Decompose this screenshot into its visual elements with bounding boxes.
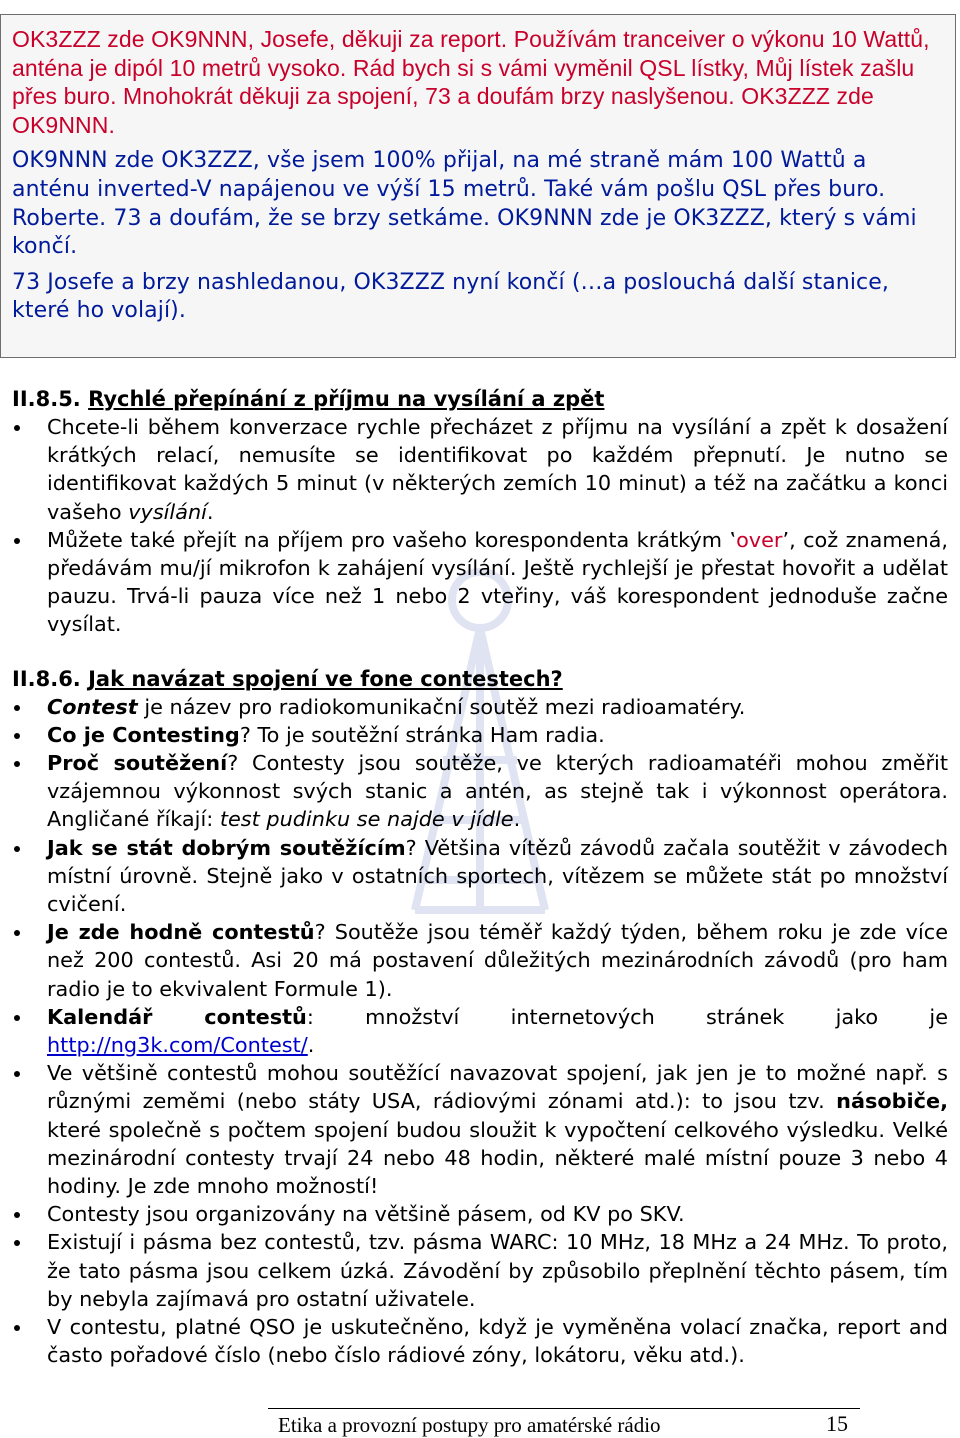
item-italic: test pudinku se najde v jídle <box>219 807 514 832</box>
dialog-paragraph-2: OK9NNN zde OK3ZZZ, vše jsem 100% přijal, na mé straně mám 100 Wattů a anténu inverted-V napájenou ve výší 15 metrů. Také vám pošlu QSL přes buro. Roberte. 73 a doufám, že se brzy setkáme. OK9NNN zde je OK3ZZZ, který s vámi končí. <box>12 148 917 260</box>
item-term: Jak se stát dobrým soutěžícím <box>47 835 406 860</box>
section-heading-886 <box>12 665 948 693</box>
bullet-icon <box>14 425 20 431</box>
item-highlight: over <box>736 527 783 552</box>
list-item <box>12 413 948 526</box>
bullet-icon <box>14 705 20 711</box>
page-content <box>12 385 948 1370</box>
item-text: ? To je soutěžní stránka Ham radia. <box>239 722 605 747</box>
bullet-icon <box>14 1071 20 1077</box>
item-text: ? Většina vítězů závodů začala soutěžit v závodech místní úrovně. Stejně jako v ostatních sportech, vítězem se můžete stát po množství cvičení. <box>47 835 948 917</box>
section-number: II.8.6. <box>12 666 81 691</box>
section-heading-885 <box>12 385 948 413</box>
qso-dialog-box <box>0 14 956 358</box>
item-term: Contest <box>47 694 138 719</box>
section-title: Rychlé přepínání z příjmu na vysílání a zpět <box>88 387 605 411</box>
section-number: II.8.5. <box>12 387 81 411</box>
bullet-list <box>12 413 948 639</box>
section-title: Jak navázat spojení ve fone contestech? <box>88 666 563 691</box>
footer-divider <box>268 1408 860 1409</box>
list-item <box>12 526 948 639</box>
item-text: Contesty jsou organizovány na většině pásem, od KV po SKV. <box>47 1202 685 1227</box>
page-number: 15 <box>826 1411 848 1436</box>
contest-calendar-link[interactable]: http://ng3k.com/Contest/ <box>47 1033 308 1058</box>
item-text: Chcete-li během konverzace rychle přecházet z příjmu na vysílání a zpět k dosažení krátkých relací, nemusíte se identifikovat po každém přepnutí. Je nutno se identifikovat každých 5 minut (v některých zemích 10 minut) a též na začátku a konci vašeho <box>47 415 948 524</box>
item-text: Ve většině contestů mohou soutěžící navazovat spojení, jak jen je to možné např. s různými zeměmi (nebo státy USA, rádiovými zónami atd.): to jsou tzv. <box>47 1061 948 1114</box>
bullet-icon <box>14 1325 20 1331</box>
list-item <box>12 693 948 721</box>
item-text: V contestu, platné QSO je uskutečněno, když je vyměněna volací značka, report and často pořadové číslo (nebo číslo rádiové zóny, lokátoru, věku atd.). <box>47 1315 948 1368</box>
item-text-end: . <box>206 499 214 524</box>
item-text: ? Soutěže jsou téměř každý týden, během roku je zde více než 200 contestů. Asi 20 má postavení důležitých mezinárodních závodů (pro ham radio je to ekvivalent Formule 1). <box>47 920 948 1001</box>
item-text: je název pro radiokomunikační soutěž mezi radioamatéry. <box>137 694 746 719</box>
bullet-icon <box>14 846 20 852</box>
list-item <box>12 1059 948 1200</box>
item-text-end: ’, což znamená, předávám mu/jí mikrofon k zahájení vysílání. Ještě rychlejší je přestat hovořit a udělat pauzu. Trvá-li pauza více než 1 nebo 2 vteřiny, váš korespondent jednoduše začne vysílat. <box>47 527 948 637</box>
footer-title: Etika a provozní postupy pro amatérské rádio <box>278 1413 661 1437</box>
list-item <box>12 834 948 919</box>
list-item <box>12 749 948 834</box>
bullet-icon <box>14 1240 20 1246</box>
item-text-end: . <box>513 807 521 832</box>
bullet-icon <box>14 930 20 936</box>
item-text: Existují i pásma bez contestů, tzv. pásma WARC: 10 MHz, 18 MHz a 24 MHz. To proto, že tato pásma jsou celkem úzká. Závodění by způsobilo přeplnění těchto pásem, tím by nebyla zajímavá pro ostatní uživatele. <box>47 1230 948 1311</box>
list-item <box>12 1200 948 1228</box>
dialog-paragraph-1: OK3ZZZ zde OK9NNN, Josefe, děkuji za report. Používám tranceiver o výkonu 10 Wattů, anténa je dipól 10 metrů vysoko. Rád bych si s vámi vyměnil QSL lístky, Můj lístek zašlu přes buro. Mnohokrát děkuji za spojení, 73 a doufám brzy naslyšenou. OK3ZZZ zde OK9NNN. <box>12 26 930 138</box>
item-term: Proč soutěžení <box>47 751 228 776</box>
bullet-list <box>12 693 948 1370</box>
item-text: : množství internetových stránek jako je <box>306 1004 948 1029</box>
list-item <box>12 918 948 1003</box>
list-item <box>12 721 948 749</box>
list-item <box>12 1313 948 1369</box>
bullet-icon <box>14 733 20 739</box>
dialog-paragraph-3: 73 Josefe a brzy nashledanou, OK3ZZZ nyní končí (…a poslouchá další stanice, které ho volají). <box>12 269 889 324</box>
list-item <box>12 1003 948 1059</box>
list-item <box>12 1228 948 1313</box>
bullet-icon <box>14 1212 20 1218</box>
bullet-icon <box>14 538 20 544</box>
bullet-icon <box>14 1015 20 1021</box>
item-text-end: které společně s počtem spojení budou sloužit k vypočtení celkového výsledku. Velké mezinárodní contesty trvají 24 nebo 48 hodin, některé malé místní pouze 3 nebo 4 hodiny. Je zde mnoho možností! <box>47 1117 948 1199</box>
item-text: Můžete také přejít na příjem pro vašeho korespondenta krátkým ‛ <box>47 527 737 552</box>
item-italic: vysílání <box>128 499 207 524</box>
item-text: ? Contesty jsou soutěže, ve kterých radioamatéři mohou změřit vzájemnou výkonnost svých stanic a antén, as stejně tak i výkonnost operátora. Angličané říkají: <box>47 751 948 832</box>
item-term: Kalendář contestů <box>47 1004 307 1029</box>
bullet-icon <box>14 761 20 767</box>
item-term: Je zde hodně contestů <box>47 920 315 945</box>
item-term: násobiče, <box>836 1089 948 1114</box>
item-term: Co je Contesting <box>47 722 240 747</box>
item-text-end: . <box>307 1033 315 1058</box>
